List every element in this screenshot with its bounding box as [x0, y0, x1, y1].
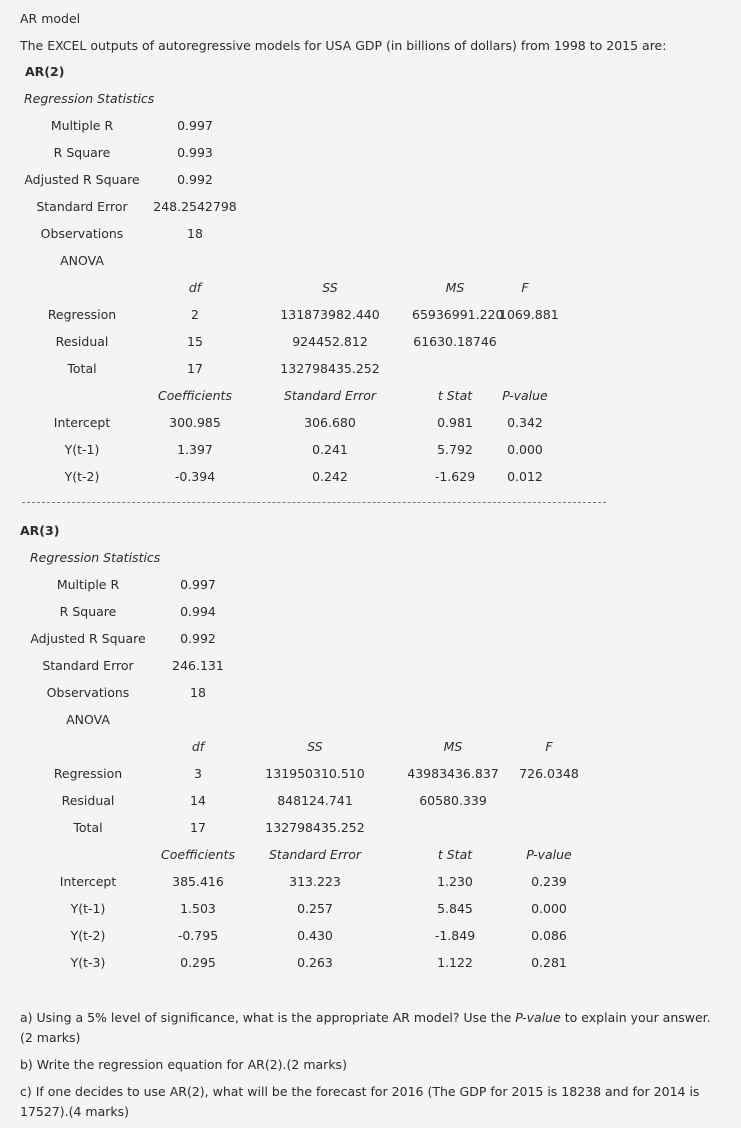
ar2-pvalue-value: 0.000	[507, 442, 543, 457]
ar3-anova-header-df: df	[191, 739, 205, 754]
ar3-anova-df: 14	[190, 793, 206, 808]
ar3-anova-header-ms: MS	[443, 739, 463, 754]
ar2-stat-label: Standard Error	[36, 199, 128, 214]
ar3-coef-value: 385.416	[172, 874, 224, 889]
ar3-se-header: Standard Error	[268, 847, 362, 862]
ar3-se-value: 0.257	[297, 901, 333, 916]
ar3-stat-value: 18	[190, 685, 206, 700]
ar2-coef-row-label: Intercept	[53, 415, 111, 430]
ar2-coef-row-label: Y(t-1)	[64, 442, 100, 457]
question-c: c) If one decides to use AR(2), what will be the forecast for 2016 (The GDP for 2015 is 18238 and for 2014 is 17527).(4 marks)	[20, 1084, 700, 1119]
ar3-coef-row-label: Y(t-2)	[70, 928, 106, 943]
ar3-anova-ms: 60580.339	[419, 793, 487, 808]
ar3-pvalue-value: 0.281	[531, 955, 567, 970]
ar3-stat-label: Observations	[46, 685, 130, 700]
ar3-stats-title: Regression Statistics	[30, 550, 161, 565]
ar2-coef-row-label: Y(t-2)	[64, 469, 100, 484]
ar2-heading: AR(2)	[25, 64, 65, 79]
ar2-stat-label: Adjusted R Square	[24, 172, 140, 187]
ar2-tstat-value: -1.629	[434, 469, 476, 484]
ar2-stat-value: 0.997	[177, 118, 213, 133]
ar2-anova-ms: 61630.18746	[413, 334, 497, 349]
ar2-anova-ms: 65936991.220	[412, 307, 504, 322]
ar2-anova-df: 2	[191, 307, 199, 322]
ar2-stat-label: Observations	[40, 226, 124, 241]
ar3-anova-f: 726.0348	[519, 766, 579, 781]
ar2-pvalue-header: P-value	[502, 388, 548, 403]
ar3-pvalue-value: 0.086	[531, 928, 567, 943]
ar3-heading: AR(3)	[20, 523, 60, 538]
ar2-coef-value: -0.394	[174, 469, 216, 484]
ar2-tstat-header: t Stat	[437, 388, 473, 403]
ar2-se-value: 306.680	[304, 415, 356, 430]
ar2-anova-row-label: Total	[67, 361, 97, 376]
ar2-coef-header: Coefficients	[158, 388, 232, 403]
ar2-anova-header-ms: MS	[445, 280, 465, 295]
ar2-stat-label: R Square	[53, 145, 111, 160]
ar2-stat-value: 0.993	[177, 145, 213, 160]
ar2-anova-f: 1069.881	[499, 307, 559, 322]
ar3-se-value: 0.430	[297, 928, 333, 943]
question-b: b) Write the regression equation for AR(2).(2 marks)	[20, 1057, 347, 1072]
ar3-anova-df: 3	[194, 766, 202, 781]
ar3-stat-label: Standard Error	[42, 658, 134, 673]
ar3-anova-header-ss: SS	[307, 739, 323, 754]
ar2-stat-value: 0.992	[177, 172, 213, 187]
ar3-coef-row-label: Intercept	[59, 874, 117, 889]
ar3-coef-row-label: Y(t-1)	[70, 901, 106, 916]
ar2-anova-header-ss: SS	[322, 280, 338, 295]
ar2-stats-title: Regression Statistics	[24, 91, 155, 106]
question-a: a) Using a 5% level of significance, what is the appropriate AR model? Use the P-value to explain your answer. (2 marks)	[20, 1010, 711, 1045]
ar3-coef-value: -0.795	[177, 928, 219, 943]
ar2-anova-row-label: Regression	[47, 307, 117, 322]
ar2-anova-header-f: F	[521, 280, 529, 295]
ar3-se-value: 0.263	[297, 955, 333, 970]
ar3-anova-ss: 131950310.510	[265, 766, 365, 781]
ar3-anova-df: 17	[190, 820, 206, 835]
ar2-se-value: 0.241	[312, 442, 348, 457]
ar3-anova-ss: 848124.741	[277, 793, 353, 808]
ar3-anova-row-label: Residual	[61, 793, 115, 808]
ar3-anova-row-label: Total	[73, 820, 103, 835]
ar3-se-value: 313.223	[289, 874, 341, 889]
ar3-stat-label: Multiple R	[56, 577, 120, 592]
ar3-coef-row-label: Y(t-3)	[70, 955, 106, 970]
ar3-stat-value: 0.992	[180, 631, 216, 646]
ar3-anova-row-label: Regression	[53, 766, 123, 781]
ar3-pvalue-value: 0.000	[531, 901, 567, 916]
ar2-tstat-value: 5.792	[437, 442, 473, 457]
ar3-anova-label: ANOVA	[66, 712, 110, 727]
ar2-anova-ss: 924452.812	[292, 334, 368, 349]
ar2-anova-df: 15	[187, 334, 203, 349]
ar2-coef-value: 300.985	[169, 415, 221, 430]
ar2-pvalue-value: 0.012	[507, 469, 543, 484]
ar3-coef-header: Coefficients	[161, 847, 235, 862]
ar3-pvalue-header: P-value	[526, 847, 572, 862]
ar2-stat-label: Multiple R	[50, 118, 114, 133]
ar3-tstat-header: t Stat	[437, 847, 473, 862]
ar2-anova-header-df: df	[188, 280, 202, 295]
ar2-se-value: 0.242	[312, 469, 348, 484]
ar3-anova-ss: 132798435.252	[265, 820, 365, 835]
ar3-tstat-value: -1.849	[434, 928, 476, 943]
ar2-anova-df: 17	[187, 361, 203, 376]
ar3-coef-value: 0.295	[180, 955, 216, 970]
ar3-stat-value: 0.997	[180, 577, 216, 592]
ar3-tstat-value: 1.122	[437, 955, 473, 970]
ar2-anova-label: ANOVA	[60, 253, 104, 268]
ar3-stat-label: Adjusted R Square	[30, 631, 146, 646]
ar3-anova-ms: 43983436.837	[407, 766, 499, 781]
ar2-tstat-value: 0.981	[437, 415, 473, 430]
ar2-coef-value: 1.397	[177, 442, 213, 457]
ar3-pvalue-value: 0.239	[531, 874, 567, 889]
intro-text: The EXCEL outputs of autoregressive models for USA GDP (in billions of dollars) from 1998 to 2015 are:	[20, 38, 667, 53]
ar3-stat-value: 0.994	[180, 604, 216, 619]
ar2-anova-row-label: Residual	[55, 334, 109, 349]
ar3-tstat-value: 5.845	[437, 901, 473, 916]
section-divider	[22, 502, 606, 503]
ar3-tstat-value: 1.230	[437, 874, 473, 889]
ar2-anova-ss: 132798435.252	[280, 361, 380, 376]
page-title: AR model	[20, 11, 81, 26]
ar3-anova-header-f: F	[545, 739, 553, 754]
ar3-stat-label: R Square	[59, 604, 117, 619]
ar3-coef-value: 1.503	[180, 901, 216, 916]
ar2-stat-value: 248.2542798	[153, 199, 237, 214]
ar3-stat-value: 246.131	[172, 658, 224, 673]
ar2-pvalue-value: 0.342	[507, 415, 543, 430]
ar2-anova-ss: 131873982.440	[280, 307, 380, 322]
ar2-stat-value: 18	[187, 226, 203, 241]
ar2-se-header: Standard Error	[283, 388, 377, 403]
